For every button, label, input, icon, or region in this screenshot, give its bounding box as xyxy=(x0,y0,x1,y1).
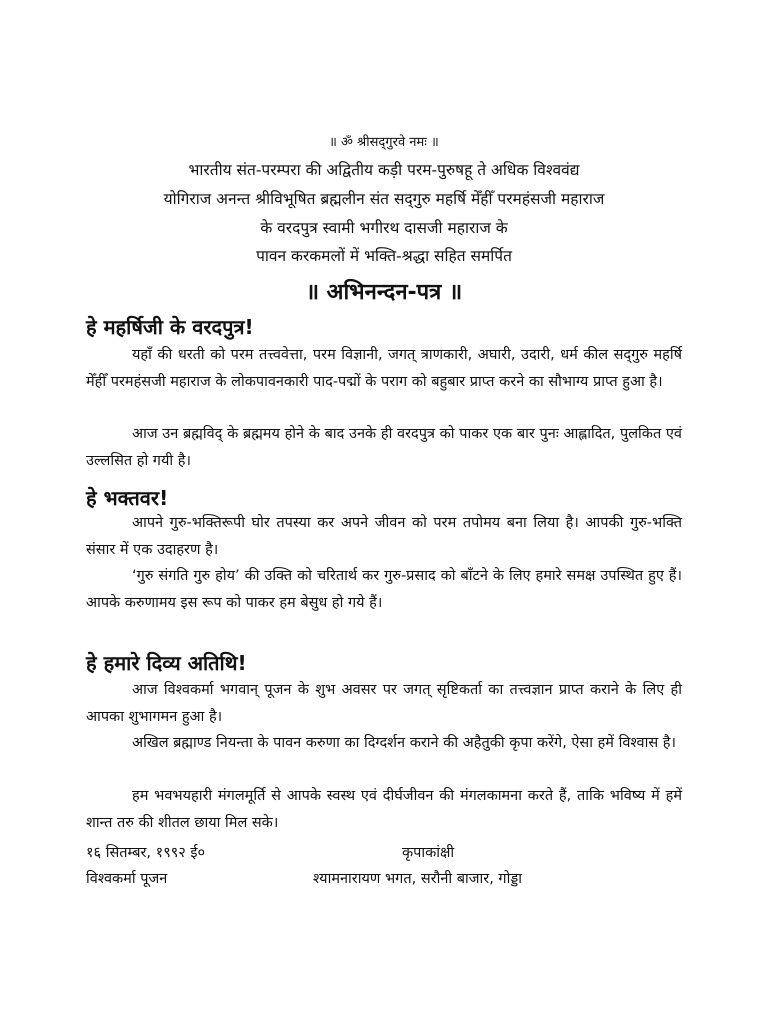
dedication-line-4: पावन करकमलों में भक्ति-श्रद्धा सहित समर्पित xyxy=(256,247,512,265)
section-heading-2: हे भक्तवर! xyxy=(86,486,169,510)
dedication-line-3: के वरदपुत्र स्वामी भगीरथ दासजी महाराज के xyxy=(260,219,508,237)
paragraph: आपने गुरु-भक्तिरूपी घोर तपस्या कर अपने जीवन को परम तपोमय बना लिया है। आपकी गुरु-भक्ति संसार में एक उदाहरण है। xyxy=(86,515,682,558)
section-heading-3: हे हमारे दिव्य अतिथि! xyxy=(86,651,247,675)
footer-date: १६ सितम्बर, १९९२ ई० xyxy=(86,845,206,861)
paragraph: ‘गुरु संगति गुरु होय’ की उक्ति को चरितार्थ कर गुरु-प्रसाद को बाँटने के लिए हमारे समक्ष उपस्थित हुए हैं। आपके करुणामय इस रूप को पाकर हम बेसुध हो गये हैं। xyxy=(86,568,682,611)
footer-sender: श्यामनारायण भगत, सरौनी बाजार, गोड्डा xyxy=(313,871,522,887)
paragraph: आज विश्वकर्मा भगवान् पूजन के शुभ अवसर पर जगत् सृष्टिकर्ता का तत्त्वज्ञान प्राप्त कराने के लिए ही आपका शुभागमन हुआ है। xyxy=(86,682,682,725)
paragraph: अखिल ब्रह्माण्ड नियन्ता के पावन करुणा का दिग्दर्शन कराने की अहैतुकी कृपा करेंगे, ऐसा हमें विश्वास है। xyxy=(132,735,676,751)
footer-closing: कृपाकांक्षी xyxy=(402,845,455,861)
paragraph: यहाँ की धरती को परम तत्त्ववेत्ता, परम विज्ञानी, जगत् त्राणकारी, अघारी, उदारी, धर्म कील सद्‌गुरु महर्षि मेँहीँ परमहंसजी महाराज के लोकपावनकारी पाद-पद्मों के पराग को बहुबार प्राप्त करने का सौभाग्य प्राप्त हुआ है। xyxy=(86,347,682,390)
paragraph: हम भवभयहारी मंगलमूर्ति से आपके स्वस्थ एवं दीर्घजीवन की मंगलकामना करते हैं, ताकि भविष्य में हमें शान्त तरु की शीतल छाया मिल सके। xyxy=(86,788,682,831)
document-title: ॥ अभिनन्दन-पत्र ॥ xyxy=(305,280,463,305)
footer-occasion: विश्वकर्मा पूजन xyxy=(86,871,168,887)
dedication-line-1: भारतीय संत-परम्परा की अद्वितीय कड़ी परम-पुरुषहू ते अधिक विश्ववंद्य xyxy=(188,161,580,179)
dedication-line-2: योगिराज अनन्त श्रीविभूषित ब्रह्मलीन संत सद्‌गुरु महर्षि मेँहीँ परमहंसजी महाराज xyxy=(163,190,605,208)
paragraph: आज उन ब्रह्मविद् के ब्रह्ममय होने के बाद उनके ही वरदपुत्र को पाकर एक बार पुनः आह्लादित, पुलकित एवं उल्लसित हो गयी है। xyxy=(86,426,682,469)
invocation-line: ॥ ॐ श्रीसद्‌गुरवे नमः ॥ xyxy=(329,135,439,150)
section-heading-1: हे महर्षिजी के वरदपुत्र! xyxy=(86,315,254,339)
